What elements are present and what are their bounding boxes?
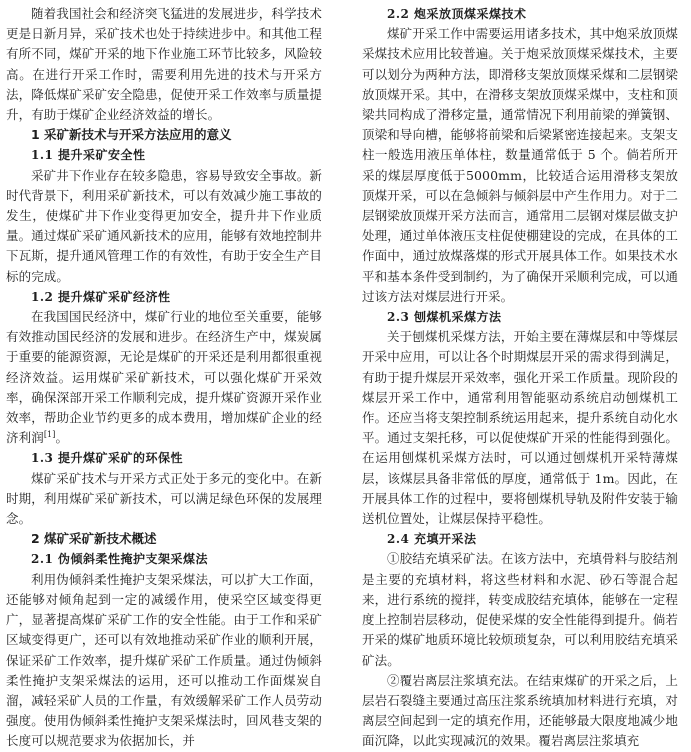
section-1-1-heading: 1.1 提升采矿安全性 bbox=[31, 148, 146, 163]
section-1-1-paragraph: 采矿井下作业存在较多隐患，容易导致安全事故。新时代背景下，利用采矿新技术，可以有效减少施工事故的发生，使煤矿井下作业变得更加安全，提升井下作业质量。通过煤矿采矿通风新技术的应用，能够有效地控制井下瓦斯，提升通风管理工作的有效性，有助于安全生产目标的完成。 bbox=[6, 167, 322, 284]
section-2-heading: 2 煤矿采矿新技术概述 bbox=[31, 531, 157, 547]
section-1-3-paragraph: 煤矿采矿技术与开采方式正处于多元的变化中。在新时期，利用煤矿采矿新技术，可以满足绿色环保的发展理念。 bbox=[6, 470, 322, 527]
section-1-2-heading: 1.2 提升煤矿采矿经济性 bbox=[31, 289, 171, 304]
section-1-2-period: 。 bbox=[55, 430, 69, 446]
section-2-4-paragraph-1: ①胶结充填采矿法。在该方法中，充填骨料与胶结剂是主要的充填材料，将这些材料和水泥、砂石等混合起来，进行系统的搅拌，转变成胶结充填体，能够在一定程度上控制岩层移动，促使采煤的安全性能得到提升。倘若开采的煤矿地质环境比较烦琐复杂，可以利用胶结充填采矿法。 bbox=[362, 551, 678, 668]
section-1-heading: 1 采矿新技术与开采方法应用的意义 bbox=[31, 127, 232, 143]
section-1-2-paragraph bbox=[6, 307, 322, 448]
section-1-3-heading: 1.3 提升煤矿采矿的环保性 bbox=[31, 451, 184, 466]
section-2-1-heading: 2.1 伪倾斜柔性掩护支架采煤法 bbox=[31, 552, 209, 567]
intro-paragraph: 随着我国社会和经济突飞猛进的发展进步，科学技术更是日新月异，采矿技术也处于持续进步中。和其他工程有所不同，煤矿开采的地下作业施工环节比较多，风险较高。在进行开采工作时，需要利用先进的技术与开采方法，降低煤矿采矿安全隐患，促使开采工作效率与质量提升，有助于煤矿企业经济效益的增长。 bbox=[6, 6, 322, 123]
section-1-2-text: 在我国国民经济中，煤矿行业的地位至关重要，能够有效推动国民经济的发展和进步。在经济生产中，煤炭属于重要的能源资源，无论是煤矿的开采还是利用都很重视经济效益。运用煤矿采矿新技术，可以强化煤矿开采效率，确保深部开采工作顺利完成，提升煤矿资源开采作业效率，帮助企业节约更多的成本费用，增加煤矿企业的经济利润 bbox=[6, 309, 322, 446]
section-2-3-paragraph: 关于刨煤机采煤方法，开始主要在薄煤层和中等煤层开采中应用，可以让各个时期煤层开采的需求得到满足，有助于提升煤层开采效率，强化开采工作质量。现阶段的煤层开采工作中，通常利用智能驱动系统启动刨煤机工作。还应当将支架控制系统运用起来，提升系统自动化水平。通过支架托移，可以促使煤矿开采的性能得到强化。在运用刨煤机采煤方法时，可以通过刨煤机开采特薄煤层，该煤层具备非常低的厚度，通常低于 1m。因此，在开展具体工作的过程中，要将刨煤机导轨及附件安装于输送机位置处，让煤层保持平稳性。 bbox=[362, 329, 678, 527]
left-column bbox=[6, 4, 322, 752]
section-2-2-heading: 2.2 炮采放顶煤采煤技术 bbox=[387, 7, 527, 21]
right-column bbox=[362, 4, 678, 752]
section-2-4-paragraph-2: ②覆岩离层注浆填充法。在结束煤矿的开采之后，上层岩石裂缝主要通过高压注浆系统填加材料进行充填，对离层空间起到一定的填充作用，还能够最大限度地减少地面沉降，以此实现减沉的效果。覆岩离层注浆填充 bbox=[362, 672, 678, 749]
section-2-3-heading: 2.3 刨煤机采煤方法 bbox=[387, 310, 502, 325]
section-2-4-heading: 2.4 充填开采法 bbox=[387, 532, 477, 547]
citation-ref: [1] bbox=[43, 430, 56, 440]
section-2-2-paragraph: 煤矿开采工作中需要运用诸多技术，其中炮采放顶煤采煤技术应用比较普遍。关于炮采放顶煤采煤技术，主要可以划分为两种方法，即滑移支架放顶煤采煤和二层钢梁放顶煤开采。其中，在滑移支架放顶煤采煤中，支柱和顶梁共同构成了滑移定量，通常情况下利用前梁的弹簧钢、顶梁和导向槽，能够将前梁和后梁紧密连接起来。支架支柱一般选用液压单体柱，数量通常低于 5 个。倘若所开采的煤层厚度低于5000mm，比较适合运用滑移支架放顶煤开采，可以在急倾斜与倾斜层中产生作用力。对于二层钢梁放顶煤开采方法而言，通常用二层钢对煤层做支护处理，通过单体液压支柱促使棚建设的完成，在具体的工作面中，通过放煤落煤的形式开展具体工作。如果技术水平和基本条件受到制约，为了确保开采顺利完成，可以通过该方法对煤层进行开采。 bbox=[362, 26, 678, 304]
section-2-1-paragraph: 利用伪倾斜柔性掩护支架采煤法，可以扩大工作面，还能够对倾角起到一定的减缓作用，使采空区域变得更广，显著提高煤矿采矿工作的安全性能。由于工作和采矿区域变得更广，还可以有效地推动采矿作业的顺利开展，保证采矿工作效率，提升煤矿采矿工作质量。通过伪倾斜柔性掩护支架采煤法的运用，还可以推动工作面煤炭自溜，减轻采矿人员的工作量，有效缓解采矿工作人员劳动强度。使用伪倾斜柔性掩护支架采煤法时，回风巷支架的长度可以规范要求为依据加长，并 bbox=[6, 571, 322, 749]
